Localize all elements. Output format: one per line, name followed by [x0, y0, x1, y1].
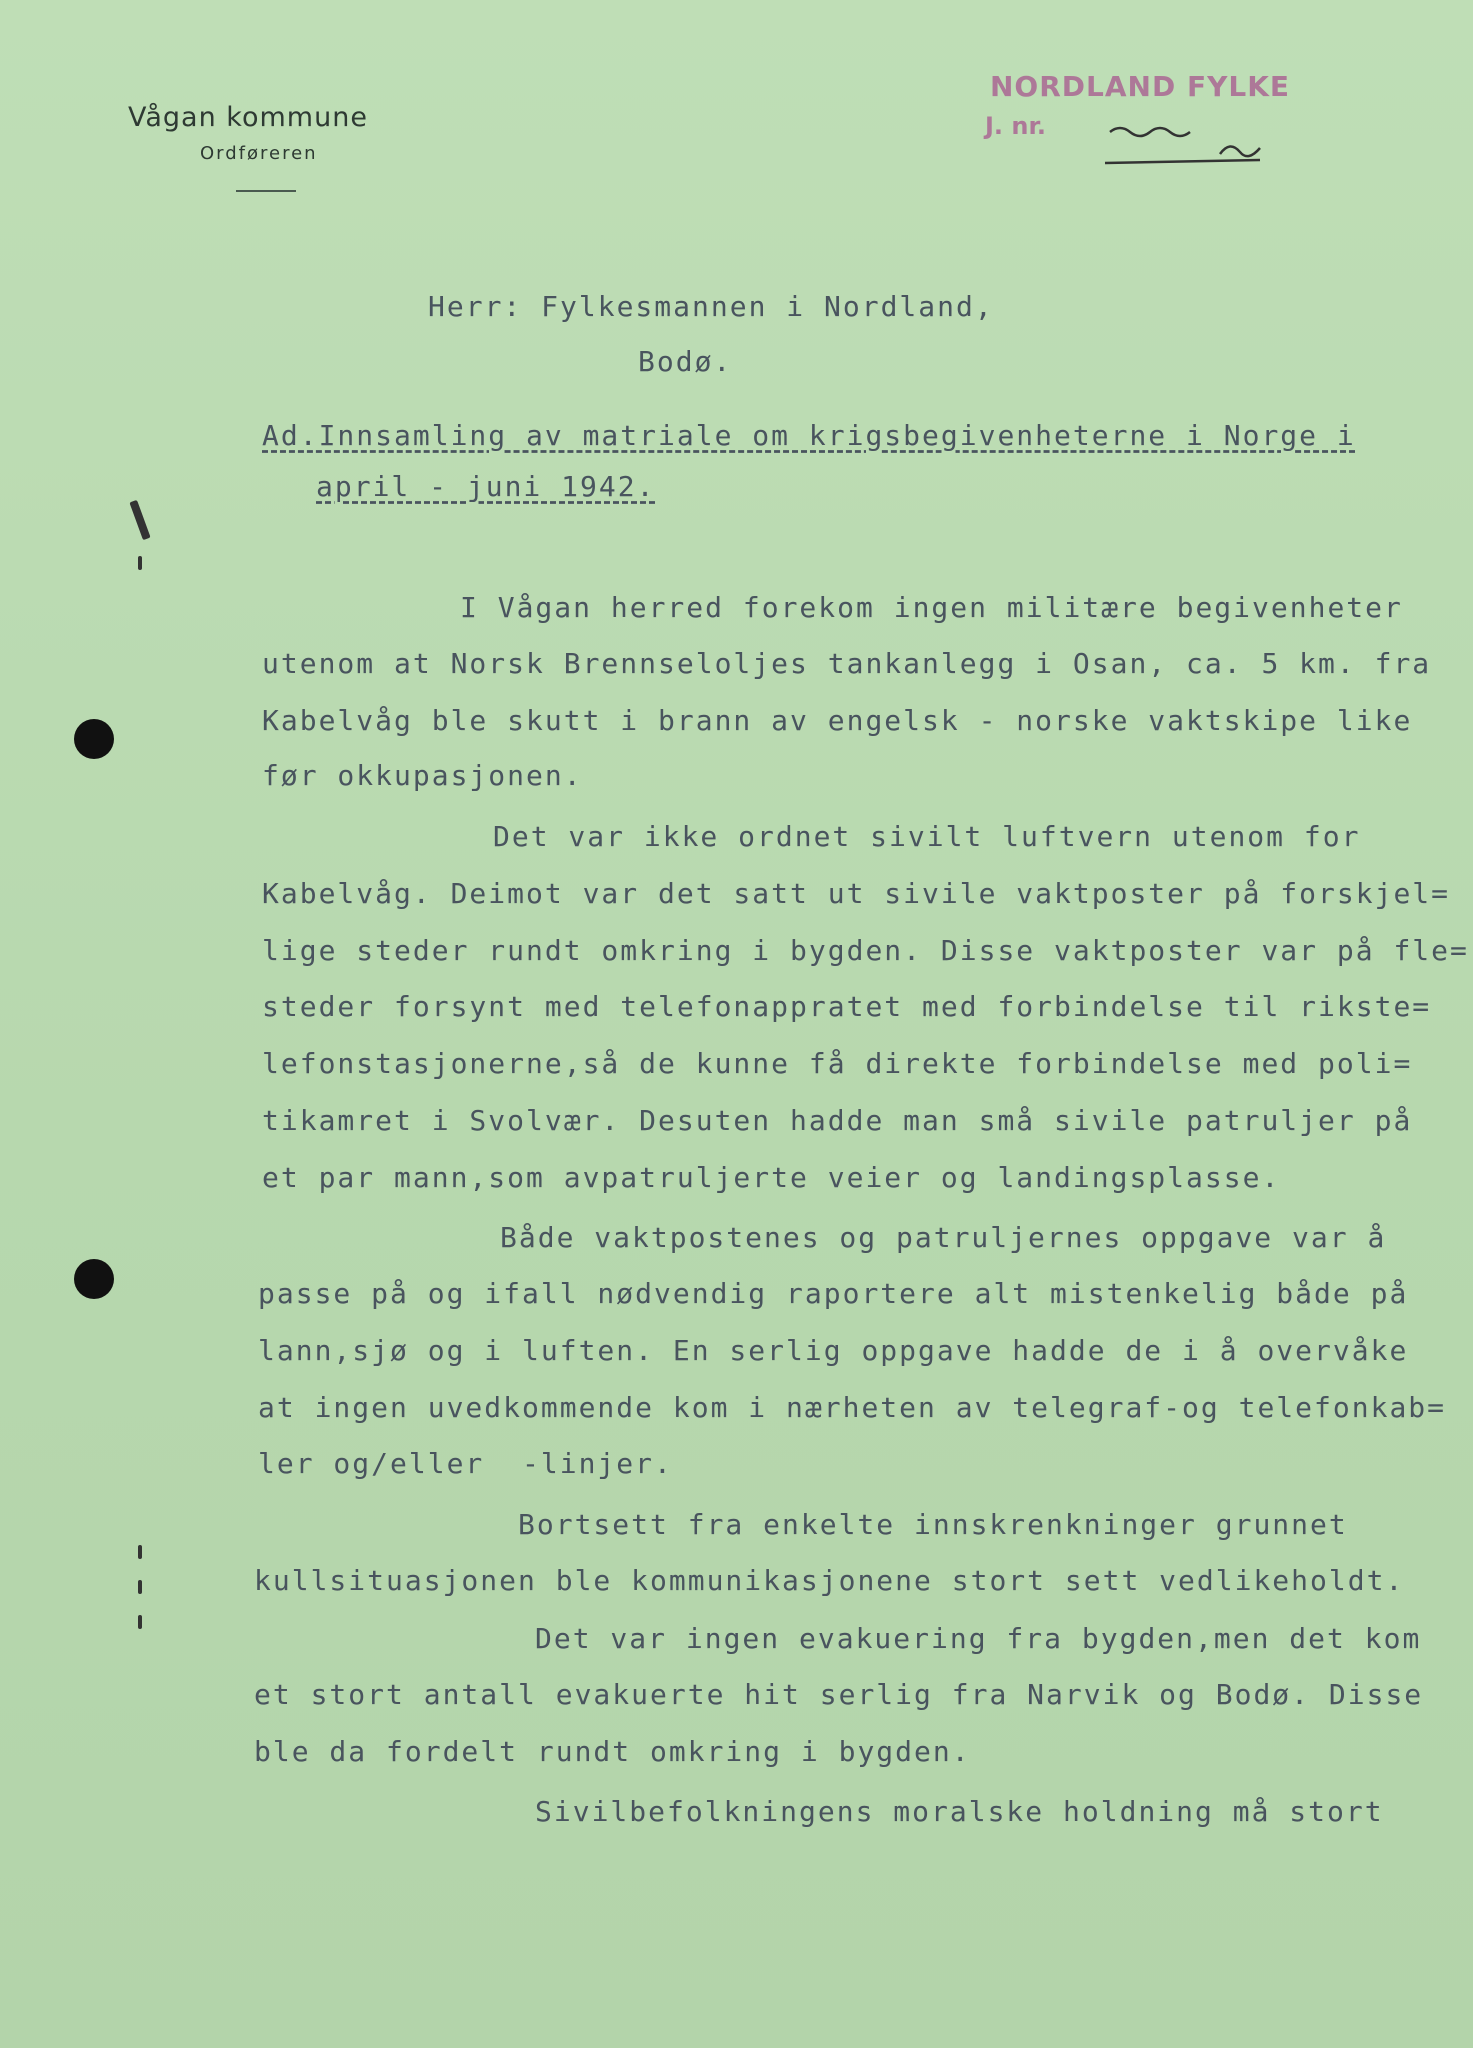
received-stamp: NORDLAND FYLKE	[990, 70, 1291, 103]
body-line: Både vaktpostenes og patruljernes oppgave var å	[500, 1221, 1387, 1254]
body-line: Kabelvåg ble skutt i brann av engelsk - norske vaktskipe like	[262, 704, 1413, 737]
body-line: lige steder rundt omkring i bygden. Disse vaktposter var på fle=	[262, 934, 1469, 967]
body-line: tikamret i Svolvær. Desuten hadde man små sivile patruljer på	[262, 1104, 1413, 1137]
subject-line-2: april - juni 1942.	[316, 470, 656, 503]
body-line: Bortsett fra enkelte innskrenkninger grunnet	[518, 1508, 1348, 1541]
handwritten-annotation	[1100, 118, 1280, 178]
body-line: I Vågan herred forekom ingen militære begivenheter	[460, 591, 1403, 624]
body-line: et stort antall evakuerte hit serlig fra Narvik og Bodø. Disse	[254, 1678, 1424, 1711]
punch-hole	[74, 719, 114, 759]
body-line: kullsituasjonen ble kommunikasjonene stort sett vedlikeholdt.	[254, 1564, 1405, 1597]
letterhead-divider	[236, 190, 296, 192]
body-line: at ingen uvedkommende kom i nærheten av telegraf-og telefonkab=	[258, 1391, 1447, 1424]
margin-mark	[138, 556, 142, 570]
recipient-city: Bodø.	[638, 345, 733, 378]
margin-mark	[129, 500, 150, 540]
body-line: lann,sjø og i luften. En serlig oppgave hadde de i å overvåke	[258, 1334, 1409, 1367]
subject-line-1: Ad.Innsamling av matriale om krigsbegivenheterne i Norge i	[262, 419, 1356, 452]
received-stamp-number: J. nr.	[985, 112, 1047, 140]
body-line: Sivilbefolkningens moralske holdning må stort	[535, 1795, 1384, 1828]
body-line: før okkupasjonen.	[262, 759, 583, 792]
body-line: utenom at Norsk Brennseloljes tankanlegg i Osan, ca. 5 km. fra	[262, 647, 1432, 680]
margin-mark	[138, 1615, 142, 1629]
body-line: Det var ingen evakuering fra bygden,men det kom	[535, 1622, 1422, 1655]
body-line: steder forsynt med telefonappratet med forbindelse til rikste=	[262, 990, 1432, 1023]
body-line: Det var ikke ordnet sivilt luftvern utenom for	[493, 820, 1361, 853]
recipient-line: Herr: Fylkesmannen i Nordland,	[428, 290, 994, 323]
body-line: Kabelvåg. Deimot var det satt ut sivile vaktposter på forskjel=	[262, 877, 1451, 910]
letterhead-role: Ordføreren	[200, 143, 318, 164]
body-line: passe på og ifall nødvendig raportere alt mistenkelig både på	[258, 1277, 1409, 1310]
body-line: ble da fordelt rundt omkring i bygden.	[254, 1735, 971, 1768]
body-line: ler og/eller -linjer.	[258, 1447, 673, 1480]
letterhead-organization: Vågan kommune	[128, 102, 368, 133]
body-line: lefonstasjonerne,så de kunne få direkte forbindelse med poli=	[262, 1047, 1413, 1080]
punch-hole	[74, 1259, 114, 1299]
body-line: et par mann,som avpatruljerte veier og landingsplasse.	[262, 1161, 1281, 1194]
margin-mark	[138, 1580, 142, 1594]
margin-mark	[138, 1545, 142, 1559]
